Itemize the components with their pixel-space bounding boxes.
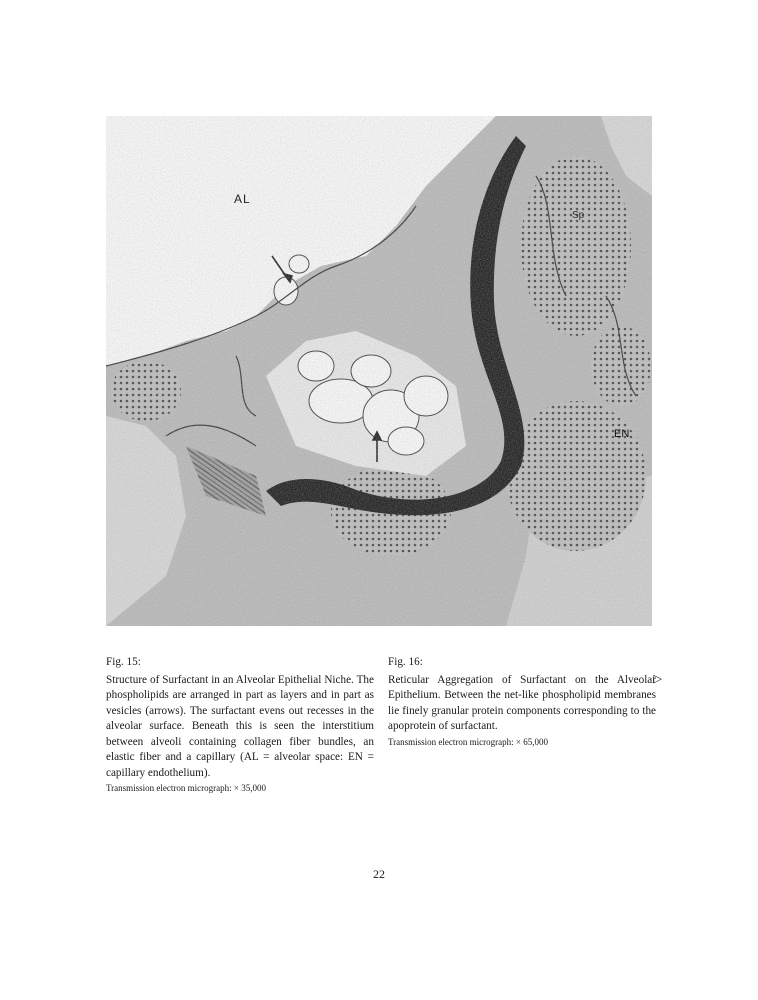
caption-note: Transmission electron micrograph: × 65,000 (388, 736, 548, 747)
micrograph-image (106, 116, 652, 626)
label-capillary-endothelium: EN (614, 428, 630, 440)
label-sp: Sp (572, 210, 585, 221)
micrograph-figure (106, 116, 652, 626)
caption-fig-16 (388, 655, 662, 749)
caption-body: Reticular Aggregation of Surfactant on the Alveolar Epithelium. Between the net-like phospholipid membranes lie finely granular protein components corresponding to the apoprotein of surfactant. (388, 673, 656, 732)
page-number: 22 (373, 867, 385, 881)
caption-number: Fig. 16: (388, 656, 423, 668)
caption-body: Structure of Surfactant in an Alveolar Epithelial Niche. The phospholipids are arranged in part as layers and in part as vesicles (arrows). The surfactant evens out recesses in the alveolar surface. Beneath this is seen the interstitium between alveoli containing collagen fiber bundles, an elastic fiber and a capillary (AL = alveolar space: EN = capillary endothelium). (106, 673, 374, 779)
next-page-marker-icon: ▷ (653, 673, 662, 685)
label-alveolar-space: AL (234, 192, 251, 206)
caption-number: Fig. 15: (106, 656, 141, 668)
caption-fig-15 (106, 655, 374, 795)
caption-note: Transmission electron micrograph: × 35,000 (106, 783, 266, 793)
